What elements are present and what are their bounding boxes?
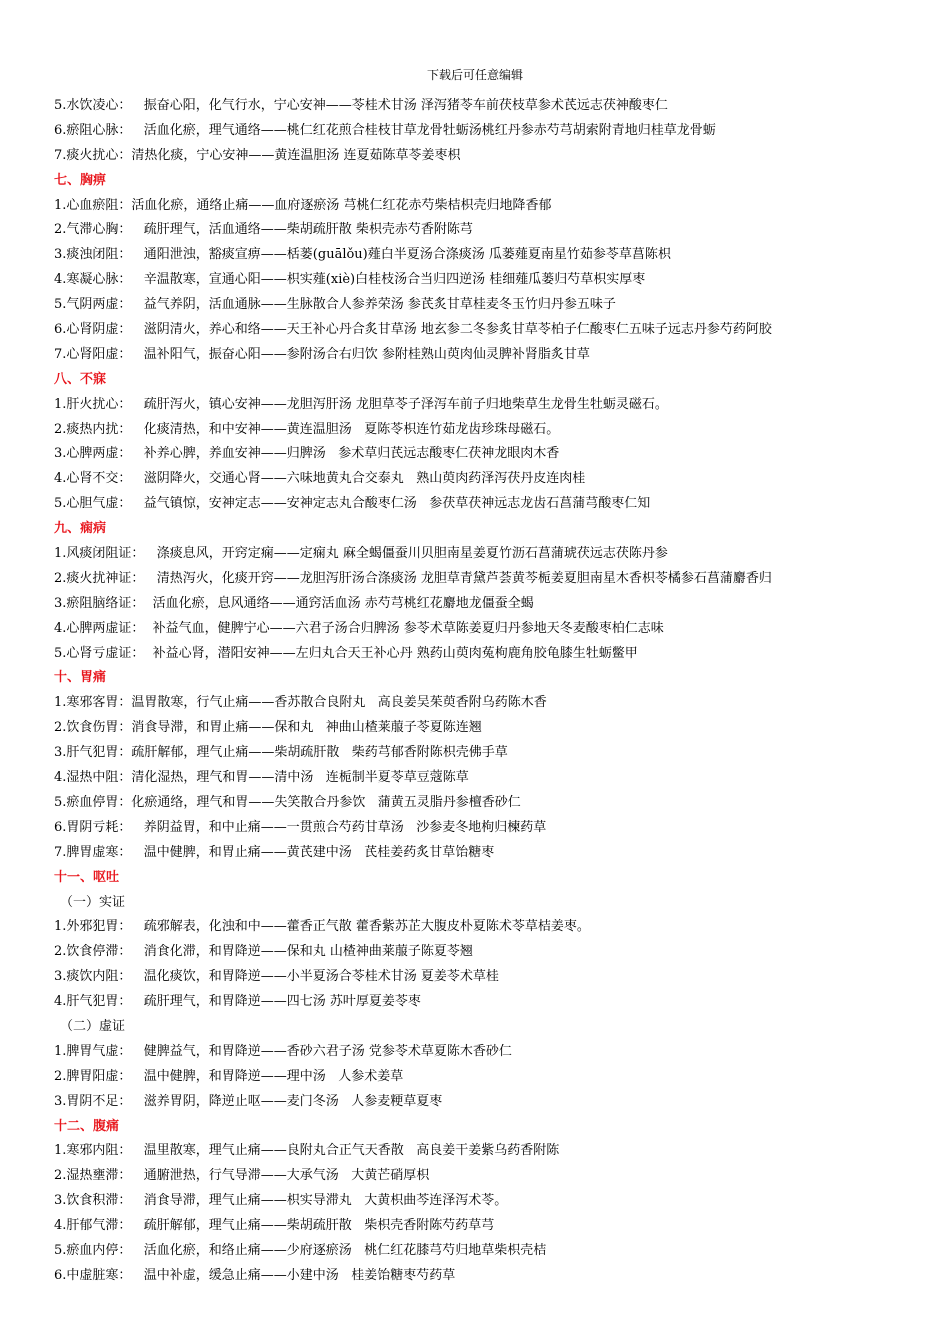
list-item: 3.痰浊闭阻： 通阳泄浊，豁痰宣痹——栝蒌(guālǒu)薤白半夏汤合涤痰汤 瓜蒌薤夏南星竹茹参苓草菖陈枳 [54,247,671,263]
subsection-heading: （一）实证 [60,894,126,910]
list-item: 6.中虚脏寒： 温中补虚，缓急止痛——小建中汤 桂姜饴糖枣芍药草 [54,1267,456,1283]
list-item: 2.气滞心胸： 疏肝理气，活血通络——柴胡疏肝散 柴枳壳赤芍香附陈芎 [54,222,473,238]
list-item: 2.痰火扰神证： 清热泻火，化痰开窍——龙胆泻肝汤合涤痰汤 龙胆草青黛芦荟黄芩栀姜夏胆南星木香枳苓橘参石菖蒲麝香归 [54,570,772,586]
page-header: 下载后可任意编辑 [426,68,523,82]
section-heading: 九、痫病 [54,521,107,537]
list-item: 1.脾胃气虚： 健脾益气，和胃降逆——香砂六君子汤 党参苓术草夏陈木香砂仁 [54,1043,512,1059]
list-item: 4.肝郁气滞： 疏肝解郁，理气止痛——柴胡疏肝散 柴枳壳香附陈芍药草芎 [54,1218,495,1234]
list-item: 4.肝气犯胃： 疏肝理气，和胃降逆——四七汤 苏叶厚夏姜苓枣 [54,994,421,1010]
list-item: 2.饮食停滞： 消食化滞，和胃降逆——保和丸 山楂神曲莱菔子陈夏苓翘 [54,944,473,960]
list-item: 6.心肾阴虚： 滋阴清火，养心和络——天王补心丹合炙甘草汤 地玄参二冬参炙甘草苓柏子仁酸枣仁五味子远志丹参芍药阿胶 [54,322,772,338]
list-item: 4.湿热中阻：清化湿热，理气和胃——清中汤 连栀制半夏苓草豆蔻陈草 [54,770,469,786]
list-item: 6.瘀阻心脉： 活血化瘀，理气通络——桃仁红花煎合桂枝甘草龙骨牡蛎汤桃红丹参赤芍芎胡索附青地归桂草龙骨蛎 [54,122,716,138]
list-item: 4.寒凝心脉： 辛温散寒，宣通心阳——枳实薤(xiè)白桂枝汤合当归四逆汤 桂细薤瓜蒌归芍草枳实厚枣 [54,272,646,288]
list-item: 1.外邪犯胃： 疏邪解表，化浊和中——藿香正气散 藿香紫苏芷大腹皮朴夏陈术苓草桔姜枣。 [54,919,590,935]
list-item: 3.胃阴不足： 滋养胃阴，降逆止呕——麦门冬汤 人参麦粳草夏枣 [54,1093,443,1109]
list-item: 2.痰热内扰： 化痰清热，和中安神——黄连温胆汤 夏陈苓枳连竹茹龙齿珍珠母磁石。 [54,421,560,437]
list-item: 5.气阴两虚： 益气养阴，活血通脉——生脉散合人参养荣汤 参芪炙甘草桂麦冬玉竹归丹参五味子 [54,297,616,313]
list-item: 7.痰火扰心：清热化痰，宁心安神——黄连温胆汤 连夏茹陈草苓姜枣枳 [54,147,461,163]
list-item: 3.饮食积滞： 消食导滞，理气止痛——枳实导滞丸 大黄枳曲芩连泽泻术苓。 [54,1193,508,1209]
list-item: 7.脾胃虚寒： 温中健脾，和胃止痛——黄芪建中汤 芪桂姜药炙甘草饴糖枣 [54,844,495,860]
list-item: 7.心肾阳虚： 温补阳气，振奋心阳——参附汤合右归饮 参附桂熟山萸肉仙灵脾补肾脂炙甘草 [54,346,590,362]
list-item: 5.瘀血内停： 活血化瘀，和络止痛——少府逐瘀汤 桃仁红花膝芎芍归地草柴枳壳桔 [54,1242,547,1258]
list-item: 4.心肾不交： 滋阴降火，交通心肾——六味地黄丸合交泰丸 熟山萸肉药泽泻茯丹皮连肉桂 [54,471,586,487]
section-heading: 十一、呕吐 [54,869,120,885]
section-heading: 十二、腹痛 [54,1118,120,1134]
list-item: 4.心脾两虚证： 补益气血，健脾宁心——六君子汤合归脾汤 参苓术草陈姜夏归丹参地天冬麦酸枣柏仁志味 [54,620,664,636]
list-item: 6.胃阴亏耗： 养阴益胃，和中止痛——一贯煎合芍药甘草汤 沙参麦冬地枸归楝药草 [54,819,547,835]
list-item: 1.心血瘀阻：活血化瘀，通络止痛——血府逐瘀汤 芎桃仁红花赤芍柴桔枳壳归地降香郁 [54,197,552,213]
subsection-heading: （二）虚证 [60,1018,126,1034]
list-item: 1.寒邪内阻： 温里散寒，理气止痛——良附丸合正气天香散 高良姜干姜紫乌药香附陈 [54,1143,560,1159]
section-heading: 七、胸痹 [54,172,107,188]
list-item: 2.湿热壅滞： 通腑泄热，行气导滞——大承气汤 大黄芒硝厚枳 [54,1168,430,1184]
document-body [54,94,934,1289]
list-item: 5.心肾亏虚证： 补益心肾，潜阳安神——左归丸合天王补心丹 熟药山萸肉菟枸鹿角胶龟膝生牡蛎鳖甲 [54,645,638,661]
list-item: 3.心脾两虚： 补养心脾，养血安神——归脾汤 参术草归芪远志酸枣仁茯神龙眼肉木香 [54,446,560,462]
list-item: 1.寒邪客胃：温胃散寒，行气止痛——香苏散合良附丸 高良姜吴茱萸香附乌药陈木香 [54,695,547,711]
list-item: 3.痰饮内阻： 温化痰饮，和胃降逆——小半夏汤合苓桂术甘汤 夏姜苓术草桂 [54,969,499,985]
list-item: 1.风痰闭阻证： 涤痰息风，开窍定痫——定痫丸 麻全蝎僵蚕川贝胆南星姜夏竹沥石菖蒲琥茯远志茯陈丹参 [54,546,668,562]
list-item: 5.瘀血停胃：化瘀通络，理气和胃——失笑散合丹参饮 蒲黄五灵脂丹参檀香砂仁 [54,794,521,810]
list-item: 1.肝火扰心： 疏肝泻火，镇心安神——龙胆泻肝汤 龙胆草苓子泽泻车前子归地柴草生龙骨生牡蛎灵磁石。 [54,396,668,412]
section-heading: 十、胃痛 [54,670,107,686]
list-item: 5.心胆气虚： 益气镇惊，安神定志——安神定志丸合酸枣仁汤 参茯草茯神远志龙齿石菖蒲芎酸枣仁知 [54,496,651,512]
section-heading: 八、不寐 [54,371,107,387]
list-item: 2.脾胃阳虚： 温中健脾，和胃降逆——理中汤 人参术姜草 [54,1068,404,1084]
list-item: 2.饮食伤胃：消食导滞，和胃止痛——保和丸 神曲山楂莱菔子苓夏陈连翘 [54,720,482,736]
list-item: 3.肝气犯胃：疏肝解郁，理气止痛——柴胡疏肝散 柴药芎郁香附陈枳壳佛手草 [54,745,508,761]
list-item: 5.水饮凌心： 振奋心阳，化气行水，宁心安神——苓桂术甘汤 泽泻猪苓车前茯枝草参术芪远志茯神酸枣仁 [54,98,668,113]
list-item: 3.瘀阻脑络证： 活血化瘀，息风通络——通窍活血汤 赤芍芎桃红花麝地龙僵蚕全蝎 [54,595,534,611]
